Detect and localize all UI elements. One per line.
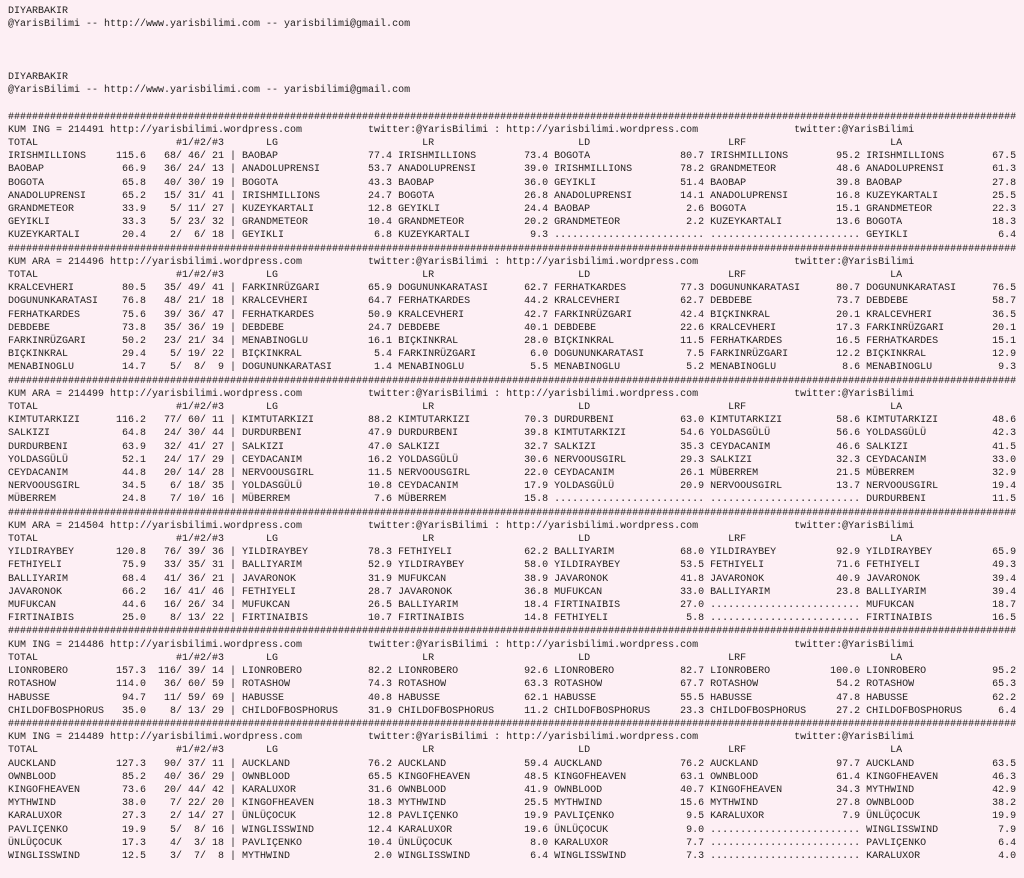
page-byline: @YarisBilimi -- http://www.yarisbilimi.com -- yarisbilimi@gmail.com xyxy=(8,19,411,31)
column-headers: TOTAL #1/#2/#3 LG LR LD LRF LA xyxy=(8,270,903,281)
section-separator: ######################################################################################################################################################################## xyxy=(8,243,1017,255)
column-headers: TOTAL #1/#2/#3 LG LR LD LRF LA xyxy=(8,745,903,757)
table-row: MENABINOGLU 14.7 5/ 8/ 9 | DOGUNUNKARATASI 1.4 MENABINOGLU 5.5 MENABINOGLU 5.2 MENABINOGLU 8.6 MENABINOGLU 9.3 xyxy=(8,362,1017,374)
column-headers: TOTAL #1/#2/#3 LG LR LD LRF LA xyxy=(8,137,903,149)
table-row: KUZEYKARTALI 20.4 2/ 6/ 18 | GEYIKLI 6.8 KUZEYKARTALI 9.3 ......................... ......................... GEYIKLI 6.4 xyxy=(8,230,1017,242)
table-row: JAVARONOK 66.2 16/ 41/ 46 | FETHIYELI 28.7 JAVARONOK 36.8 MUFUKCAN 33.0 BALLIYARIM 23.8 BALLIYARIM 39.4 xyxy=(8,586,1017,598)
table-row: IRISHMILLIONS 115.6 68/ 46/ 21 | BAOBAP 77.4 IRISHMILLIONS 73.4 BOGOTA 80.7 IRISHMILLIONS 95.2 IRISHMILLIONS 67.5 xyxy=(8,151,1017,163)
table-row: NERVOOUSGIRL 34.5 6/ 18/ 35 | YOLDASGÜLÜ 10.8 CEYDACANIM 17.9 YOLDASGÜLÜ 20.9 NERVOOUSGIRL 13.7 NERVOOUSGIRL 19.4 xyxy=(8,481,1017,493)
table-row: ANADOLUPRENSI 65.2 15/ 31/ 41 | IRISHMILLIONS 24.7 BOGOTA 26.8 ANADOLUPRENSI 14.1 ANADOLUPRENSI 16.8 KUZEYKARTALI 25.5 xyxy=(8,190,1017,202)
table-row: FIRTINAIBIS 25.0 8/ 13/ 22 | FIRTINAIBIS 10.7 FIRTINAIBIS 14.8 FETHIYELI 5.8 ......................... FIRTINAIBIS 16.5 xyxy=(8,613,1017,625)
table-row: HABUSSE 94.7 11/ 59/ 69 | HABUSSE 40.8 HABUSSE 62.1 HABUSSE 55.5 HABUSSE 47.8 HABUSSE 62.2 xyxy=(8,692,1017,704)
section-separator: ######################################################################################################################################################################## xyxy=(8,718,1017,730)
table-row: ROTASHOW 114.0 36/ 60/ 59 | ROTASHOW 74.3 ROTASHOW 63.3 ROTASHOW 67.7 ROTASHOW 54.2 ROTASHOW 65.3 xyxy=(8,679,1017,691)
table-row: DEBDEBE 73.8 35/ 36/ 19 | DEBDEBE 24.7 DEBDEBE 40.1 DEBDEBE 22.6 KRALCEVHERI 17.3 FARKINRÜZGARI 20.1 xyxy=(8,322,1017,334)
table-row: KARALUXOR 27.3 2/ 14/ 27 | ÜNLÜÇOCUK 12.8 PAVLIÇENKO 19.9 PAVLIÇENKO 9.5 KARALUXOR 7.9 ÜNLÜÇOCUK 19.9 xyxy=(8,811,1017,823)
race-section xyxy=(8,507,1024,626)
column-headers: TOTAL #1/#2/#3 LG LR LD LRF LA xyxy=(8,652,903,664)
table-row: KRALCEVHERI 80.5 35/ 49/ 41 | FARKINRÜZGARI 65.9 DOGUNUNKARATASI 62.7 FERHATKARDES 77.3 DOGUNUNKARATASI 80.7 DOGUNUNKARATASI 76.5 xyxy=(8,283,1017,295)
table-row: BIÇKINKRAL 29.4 5/ 19/ 22 | BIÇKINKRAL 5.4 FARKINRÜZGARI 6.0 DOGUNUNKARATASI 7.5 FARKINRÜZGARI 12.2 BIÇKINKRAL 12.9 xyxy=(8,349,1017,361)
race-section xyxy=(8,111,1024,243)
table-row: BALLIYARIM 68.4 41/ 36/ 21 | JAVARONOK 31.9 MUFUKCAN 38.9 JAVARONOK 41.8 JAVARONOK 40.9 JAVARONOK 39.4 xyxy=(8,573,1017,585)
page-title: DIYARBAKIR xyxy=(8,71,69,83)
table-row: YOLDASGÜLÜ 52.1 24/ 17/ 29 | CEYDACANIM 16.2 YOLDASGÜLÜ 30.6 NERVOOUSGIRL 29.3 SALKIZI 32.3 CEYDACANIM 33.0 xyxy=(8,454,1017,466)
section-separator: ######################################################################################################################################################################## xyxy=(8,375,1017,387)
blank-line xyxy=(8,45,1024,58)
race-section xyxy=(8,243,1024,375)
table-row: WINGLISSWIND 12.5 3/ 7/ 8 | MYTHWIND 2.0 WINGLISSWIND 6.4 WINGLISSWIND 7.3 ......................... KARALUXOR 4.0 xyxy=(8,850,1017,862)
table-row: FARKINRÜZGARI 50.2 23/ 21/ 34 | MENABINOGLU 16.1 BIÇKINKRAL 28.0 BIÇKINKRAL 11.5 FERHATKARDES 16.5 FERHATKARDES 15.1 xyxy=(8,336,1017,348)
section-header: KUM ARA = 214499 http://yarisbilimi.wordpress.com twitter:@YarisBilimi : http://yarisbilimi.wordpress.com twitter:@YarisBilimi xyxy=(8,388,915,400)
column-headers: TOTAL #1/#2/#3 LG LR LD LRF LA xyxy=(8,402,903,414)
table-row: GEYIKLI 33.3 5/ 23/ 32 | GRANDMETEOR 10.4 GRANDMETEOR 20.2 GRANDMETEOR 2.2 KUZEYKARTALI 13.6 BOGOTA 18.3 xyxy=(8,217,1017,229)
table-row: MÜBERREM 24.8 7/ 10/ 16 | MÜBERREM 7.6 MÜBERREM 15.8 ......................... ......................... DURDURBENI 11.5 xyxy=(8,494,1017,506)
table-row: SALKIZI 64.8 24/ 30/ 44 | DURDURBENI 47.9 DURDURBENI 39.8 KIMTUTARKIZI 54.6 YOLDASGÜLÜ 56.6 YOLDASGÜLÜ 42.3 xyxy=(8,428,1017,440)
table-row: BAOBAP 66.9 36/ 24/ 13 | ANADOLUPRENSI 53.7 ANADOLUPRENSI 39.0 IRISHMILLIONS 78.2 GRANDMETEOR 48.6 ANADOLUPRENSI 61.3 xyxy=(8,164,1017,176)
table-row: MYTHWIND 38.0 7/ 22/ 20 | KINGOFHEAVEN 18.3 MYTHWIND 25.5 MYTHWIND 15.6 MYTHWIND 27.8 OWNBLOOD 38.2 xyxy=(8,798,1017,810)
table-row: GRANDMETEOR 33.9 5/ 11/ 27 | KUZEYKARTALI 12.8 GEYIKLI 24.4 BAOBAP 2.6 BOGOTA 15.1 GRANDMETEOR 22.3 xyxy=(8,203,1017,215)
blank-line xyxy=(8,31,1024,44)
table-row: LIONROBERO 157.3 116/ 39/ 14 | LIONROBERO 82.2 LIONROBERO 92.6 LIONROBERO 82.7 LIONROBERO 100.0 LIONROBERO 95.2 xyxy=(8,666,1017,678)
table-row: DURDURBENI 63.9 32/ 41/ 27 | SALKIZI 47.0 SALKIZI 32.7 SALKIZI 35.3 CEYDACANIM 46.6 SALKIZI 41.5 xyxy=(8,441,1017,453)
race-section xyxy=(8,625,1024,717)
page-byline: @YarisBilimi -- http://www.yarisbilimi.com -- yarisbilimi@gmail.com xyxy=(8,85,411,97)
section-header: KUM ING = 214486 http://yarisbilimi.wordpress.com twitter:@YarisBilimi : http://yarisbilimi.wordpress.com twitter:@YarisBilimi xyxy=(8,639,915,651)
table-row: FETHIYELI 75.9 33/ 35/ 31 | BALLIYARIM 52.9 YILDIRAYBEY 58.0 YILDIRAYBEY 53.5 FETHIYELI 71.6 FETHIYELI 49.3 xyxy=(8,560,1017,572)
table-row: PAVLIÇENKO 19.9 5/ 8/ 16 | WINGLISSWIND 12.4 KARALUXOR 19.6 ÜNLÜÇOCUK 9.0 ......................... WINGLISSWIND 7.9 xyxy=(8,824,1017,836)
table-row: OWNBLOOD 85.2 40/ 36/ 29 | OWNBLOOD 65.5 KINGOFHEAVEN 48.5 KINGOFHEAVEN 63.1 OWNBLOOD 61.4 KINGOFHEAVEN 46.3 xyxy=(8,771,1017,783)
table-row: FERHATKARDES 75.6 39/ 36/ 47 | FERHATKARDES 50.9 KRALCEVHERI 42.7 FARKINRÜZGARI 42.4 BIÇKINKRAL 20.1 KRALCEVHERI 36.5 xyxy=(8,309,1017,321)
race-section xyxy=(8,718,1024,863)
section-header: KUM ARA = 214504 http://yarisbilimi.wordpress.com twitter:@YarisBilimi : http://yarisbilimi.wordpress.com twitter:@YarisBilimi xyxy=(8,520,915,532)
table-row: KIMTUTARKIZI 116.2 77/ 60/ 11 | KIMTUTARKIZI 88.2 KIMTUTARKIZI 70.3 DURDURBENI 63.0 KIMTUTARKIZI 58.6 KIMTUTARKIZI 48.6 xyxy=(8,415,1017,427)
section-separator: ######################################################################################################################################################################## xyxy=(8,111,1017,123)
blank-line xyxy=(8,97,1024,110)
section-separator: ######################################################################################################################################################################## xyxy=(8,626,1017,638)
table-row: AUCKLAND 127.3 90/ 37/ 11 | AUCKLAND 76.2 AUCKLAND 59.4 AUCKLAND 76.2 AUCKLAND 97.7 AUCKLAND 63.5 xyxy=(8,758,1017,770)
table-row: BOGOTA 65.8 40/ 30/ 19 | BOGOTA 43.3 BAOBAP 36.0 GEYIKLI 51.4 BAOBAP 39.8 BAOBAP 27.8 xyxy=(8,177,1017,189)
table-row: CHILDOFBOSPHORUS 35.0 8/ 13/ 29 | CHILDOFBOSPHORUS 31.9 CHILDOFBOSPHORUS 11.2 CHILDOFBOSPHORUS 23.3 CHILDOFBOSPHORUS 27.2 CHILDOFBOSPHORUS 6.4 xyxy=(8,705,1017,717)
table-row: ÜNLÜÇOCUK 17.3 4/ 3/ 18 | PAVLIÇENKO 10.4 ÜNLÜÇOCUK 8.0 KARALUXOR 7.7 ......................... PAVLIÇENKO 6.4 xyxy=(8,837,1017,849)
column-headers: TOTAL #1/#2/#3 LG LR LD LRF LA xyxy=(8,534,903,546)
table-row: CEYDACANIM 44.8 20/ 14/ 28 | NERVOOUSGIRL 11.5 NERVOOUSGIRL 22.0 CEYDACANIM 26.1 MÜBERREM 21.5 MÜBERREM 32.9 xyxy=(8,468,1017,480)
section-header: KUM ARA = 214496 http://yarisbilimi.wordpress.com twitter:@YarisBilimi : http://yarisbilimi.wordpress.com twitter:@YarisBilimi xyxy=(8,256,915,268)
section-separator: ######################################################################################################################################################################## xyxy=(8,507,1017,519)
race-section xyxy=(8,375,1024,507)
table-row: KINGOFHEAVEN 73.6 20/ 44/ 42 | KARALUXOR 31.6 OWNBLOOD 41.9 OWNBLOOD 40.7 KINGOFHEAVEN 34.3 MYTHWIND 42.9 xyxy=(8,784,1017,796)
page-title: DIYARBAKIR xyxy=(8,6,69,17)
table-row: MUFUKCAN 44.6 16/ 26/ 34 | MUFUKCAN 26.5 BALLIYARIM 18.4 FIRTINAIBIS 27.0 ......................... MUFUKCAN 18.7 xyxy=(8,600,1017,612)
table-row: DOGUNUNKARATASI 76.8 48/ 21/ 18 | KRALCEVHERI 64.7 FERHATKARDES 44.2 KRALCEVHERI 62.7 DEBDEBE 73.7 DEBDEBE 58.7 xyxy=(8,296,1017,308)
section-header: KUM ING = 214489 http://yarisbilimi.wordpress.com twitter:@YarisBilimi : http://yarisbilimi.wordpress.com twitter:@YarisBilimi xyxy=(8,732,915,744)
blank-line xyxy=(8,58,1024,71)
report-sections xyxy=(8,111,1024,864)
table-row: YILDIRAYBEY 120.8 76/ 39/ 36 | YILDIRAYBEY 78.3 FETHIYELI 62.2 BALLIYARIM 68.0 YILDIRAYBEY 92.9 YILDIRAYBEY 65.9 xyxy=(8,547,1017,559)
section-header: KUM ING = 214491 http://yarisbilimi.wordpress.com twitter:@YarisBilimi : http://yarisbilimi.wordpress.com twitter:@YarisBilimi xyxy=(8,124,915,136)
